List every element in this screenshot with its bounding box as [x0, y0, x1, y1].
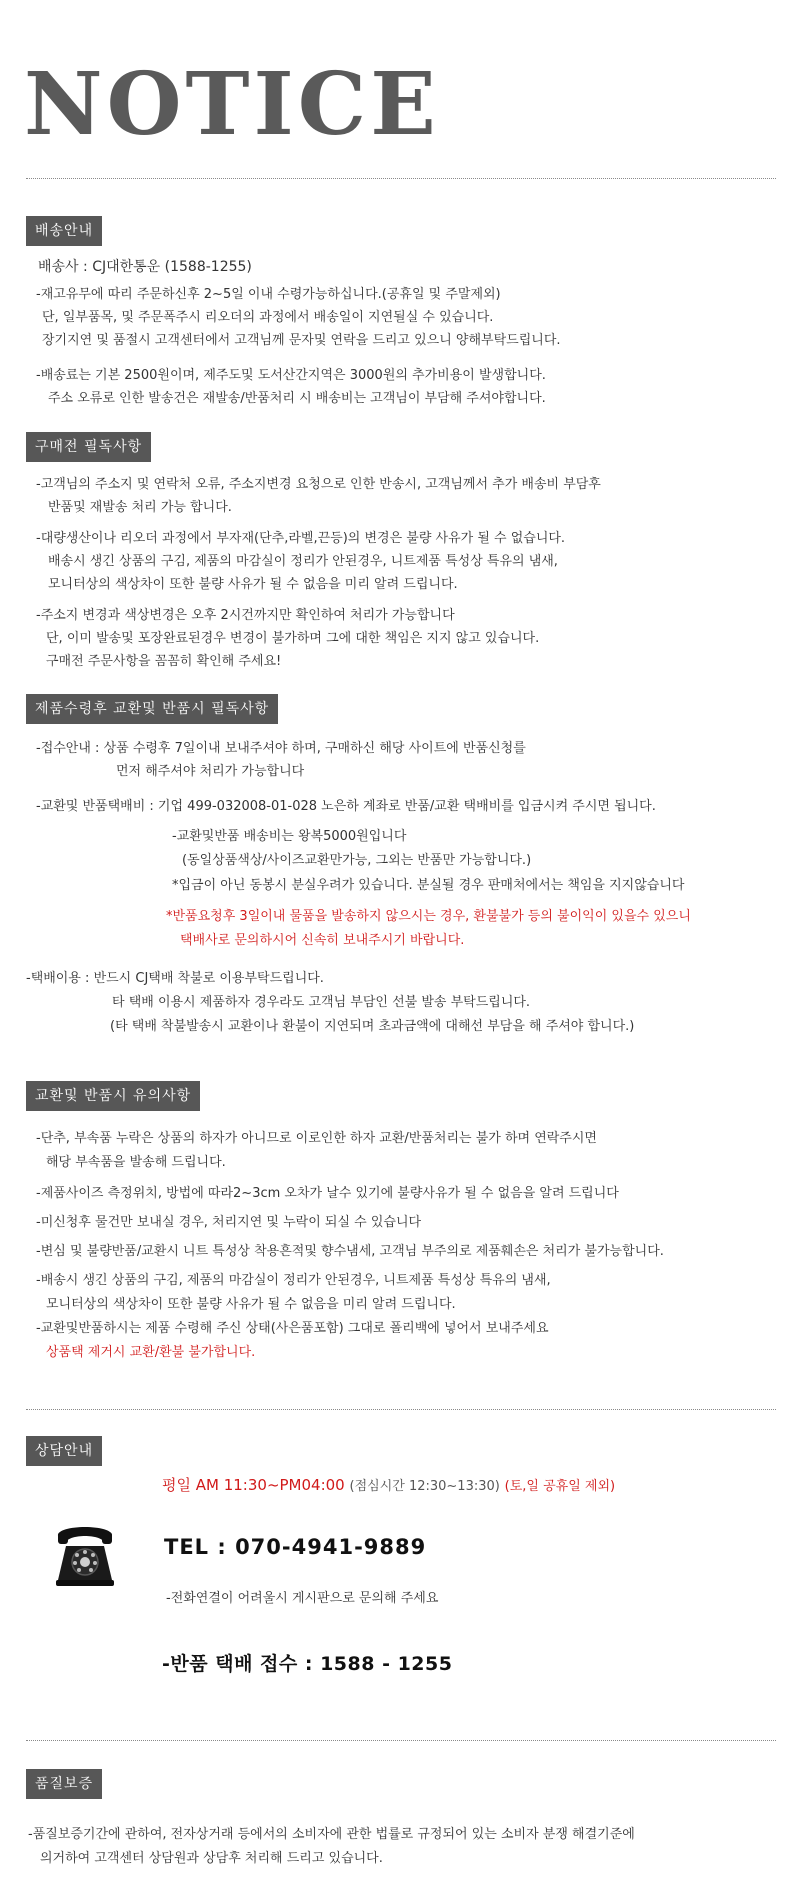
warning-line: 택배사로 문의하시어 신속히 보내주시기 바랍니다.: [180, 933, 465, 948]
text-line: 모니터상의 색상차이 또한 불량 사유가 될 수 없음을 미리 알려 드립니다.: [48, 577, 458, 592]
tel-number: TEL : 070-4941-9889: [164, 1535, 427, 1559]
text-line: 단, 이미 발송및 포장완료된경우 변경이 불가하며 그에 대한 책임은 지지 않고 있습니다.: [46, 631, 540, 646]
text-line: (타 택배 착불발송시 교환이나 환불이 지연되며 초과금액에 대해선 부담을 해 주셔야 합니다.): [110, 1019, 635, 1034]
text-line: 배송시 생긴 상품의 구김, 제품의 마감실이 정리가 안된경우, 니트제품 특성상 특유의 냄새,: [48, 554, 558, 569]
text-line: 의거하여 고객센터 상담원과 상담후 처리해 드리고 있습니다.: [40, 1851, 383, 1866]
text-line: -배송료는 기본 2500원이며, 제주도및 도서산간지역은 3000원의 추가비용이 발생합니다.: [36, 368, 546, 383]
text-line: -교환및 반품택배비 : 기업 499-032008-01-028 노은하 계좌로 반품/교환 택배비를 입금시켜 주시면 됩니다.: [36, 799, 656, 814]
text-line: -배송시 생긴 상품의 구김, 제품의 마감실이 정리가 안된경우, 니트제품 특성상 특유의 냄새,: [36, 1273, 551, 1288]
telephone-icon: [52, 1518, 118, 1588]
consult-hours: [162, 1476, 615, 1496]
warning-line: 상품택 제거시 교환/환불 불가합니다.: [46, 1345, 256, 1360]
text-line: *입금이 아닌 동봉시 분실우려가 있습니다. 분실될 경우 판매처에서는 책임을 지지않습니다: [172, 878, 685, 893]
return-courier-line: -반품 택배 접수 : 1588 - 1255: [162, 1653, 453, 1675]
text-line: 구매전 주문사항을 꼼꼼히 확인해 주세요!: [46, 654, 282, 669]
text-line: -교환및반품 배송비는 왕복5000원입니다: [172, 829, 407, 844]
divider: [26, 1409, 776, 1410]
section-heading-quality: 품질보증: [26, 1769, 102, 1799]
section-heading-delivery: 배송안내: [26, 216, 102, 246]
text-line: 타 택배 이용시 제품하자 경우라도 고객님 부담인 선불 발송 부탁드립니다.: [112, 995, 531, 1010]
text-line: 단, 일부품목, 및 주문폭주시 리오더의 과정에서 배송일이 지연될실 수 있습니다.: [42, 310, 494, 325]
weekday-hours: 평일 AM 11:30~PM04:00: [162, 1476, 345, 1494]
text-line: 먼저 해주셔야 처리가 가능합니다: [116, 764, 305, 779]
text-line: 장기지연 및 품절시 고객센터에서 고객님께 문자및 연락을 드리고 있으니 양해부탁드립니다.: [42, 333, 561, 348]
consult-note: -전화연결이 어려울시 게시판으로 문의해 주세요: [166, 1591, 439, 1606]
text-line: (동일상품색상/사이즈교환만가능, 그외는 반품만 가능합니다.): [182, 853, 532, 868]
text-line: -품질보증기간에 관하여, 전자상거래 등에서의 소비자에 관한 법률로 규정되어 있는 소비자 분쟁 해결기준에: [28, 1827, 635, 1842]
text-line: -주소지 변경과 색상변경은 오후 2시건까지만 확인하여 처리가 가능합니다: [36, 608, 455, 623]
section-heading-consult: 상담안내: [26, 1436, 102, 1466]
text-line: -고객님의 주소지 및 연락처 오류, 주소지변경 요청으로 인한 반송시, 고객님께서 추가 배송비 부담후: [36, 477, 601, 492]
carrier-info: 배송사 : CJ대한통운 (1588-1255): [38, 259, 252, 275]
text-line: 주소 오류로 인한 발송건은 재발송/반품처리 시 배송비는 고객님이 부담해 주셔야합니다.: [48, 391, 546, 406]
text-line: -단추, 부속품 누락은 상품의 하자가 아니므로 이로인한 하자 교환/반품처리는 불가 하며 연락주시면: [36, 1131, 597, 1146]
lunch-hours: (점심시간 12:30~13:30): [349, 1479, 500, 1494]
text-line: 반품및 재발송 처리 가능 합니다.: [48, 500, 232, 515]
closed-days: (토,일 공휴일 제외): [504, 1479, 616, 1494]
text-line: -교환및반품하시는 제품 수령해 주신 상태(사은품포함) 그대로 폴리백에 넣어서 보내주세요: [36, 1321, 549, 1336]
text-line: -제품사이즈 측정위치, 방법에 따라2~3cm 오차가 날수 있기에 불량사유가 될 수 없음을 알려 드립니다: [36, 1186, 619, 1201]
warning-line: *반품요청후 3일이내 물품을 발송하지 않으시는 경우, 환불불가 등의 불이익이 있을수 있으니: [166, 909, 691, 924]
text-line: -변심 및 불량반품/교환시 니트 특성상 착용흔적및 향수냄세, 고객님 부주의로 제품훼손은 처리가 불가능합니다.: [36, 1244, 664, 1259]
text-line: -접수안내 : 상품 수령후 7일이내 보내주셔야 하며, 구매하신 해당 사이트에 반품신청를: [36, 741, 526, 756]
text-line: -대량생산이나 리오더 과정에서 부자재(단추,라벨,끈등)의 변경은 불량 사유가 될 수 없습니다.: [36, 531, 566, 546]
text-line: 모니터상의 색상차이 또한 불량 사유가 될 수 없음을 미리 알려 드립니다.: [46, 1297, 456, 1312]
page-title: NOTICE: [24, 54, 440, 155]
divider: [26, 178, 776, 179]
section-heading-before-purchase: 구매전 필독사항: [26, 432, 151, 462]
section-heading-exchange-required: 제품수령후 교환및 반품시 필독사항: [26, 694, 278, 724]
text-line: -미신청후 물건만 보내실 경우, 처리지연 및 누락이 되실 수 있습니다: [36, 1215, 422, 1230]
text-line: -재고유무에 따리 주문하신후 2~5일 이내 수령가능하십니다.(공휴일 및 주말제외): [36, 287, 501, 302]
divider: [26, 1740, 776, 1741]
section-heading-exchange-notes: 교환및 반품시 유의사항: [26, 1081, 200, 1111]
text-line: -택배이용 : 반드시 CJ택배 착불로 이용부탁드립니다.: [26, 971, 324, 986]
text-line: 해당 부속품을 발송해 드립니다.: [46, 1155, 226, 1170]
